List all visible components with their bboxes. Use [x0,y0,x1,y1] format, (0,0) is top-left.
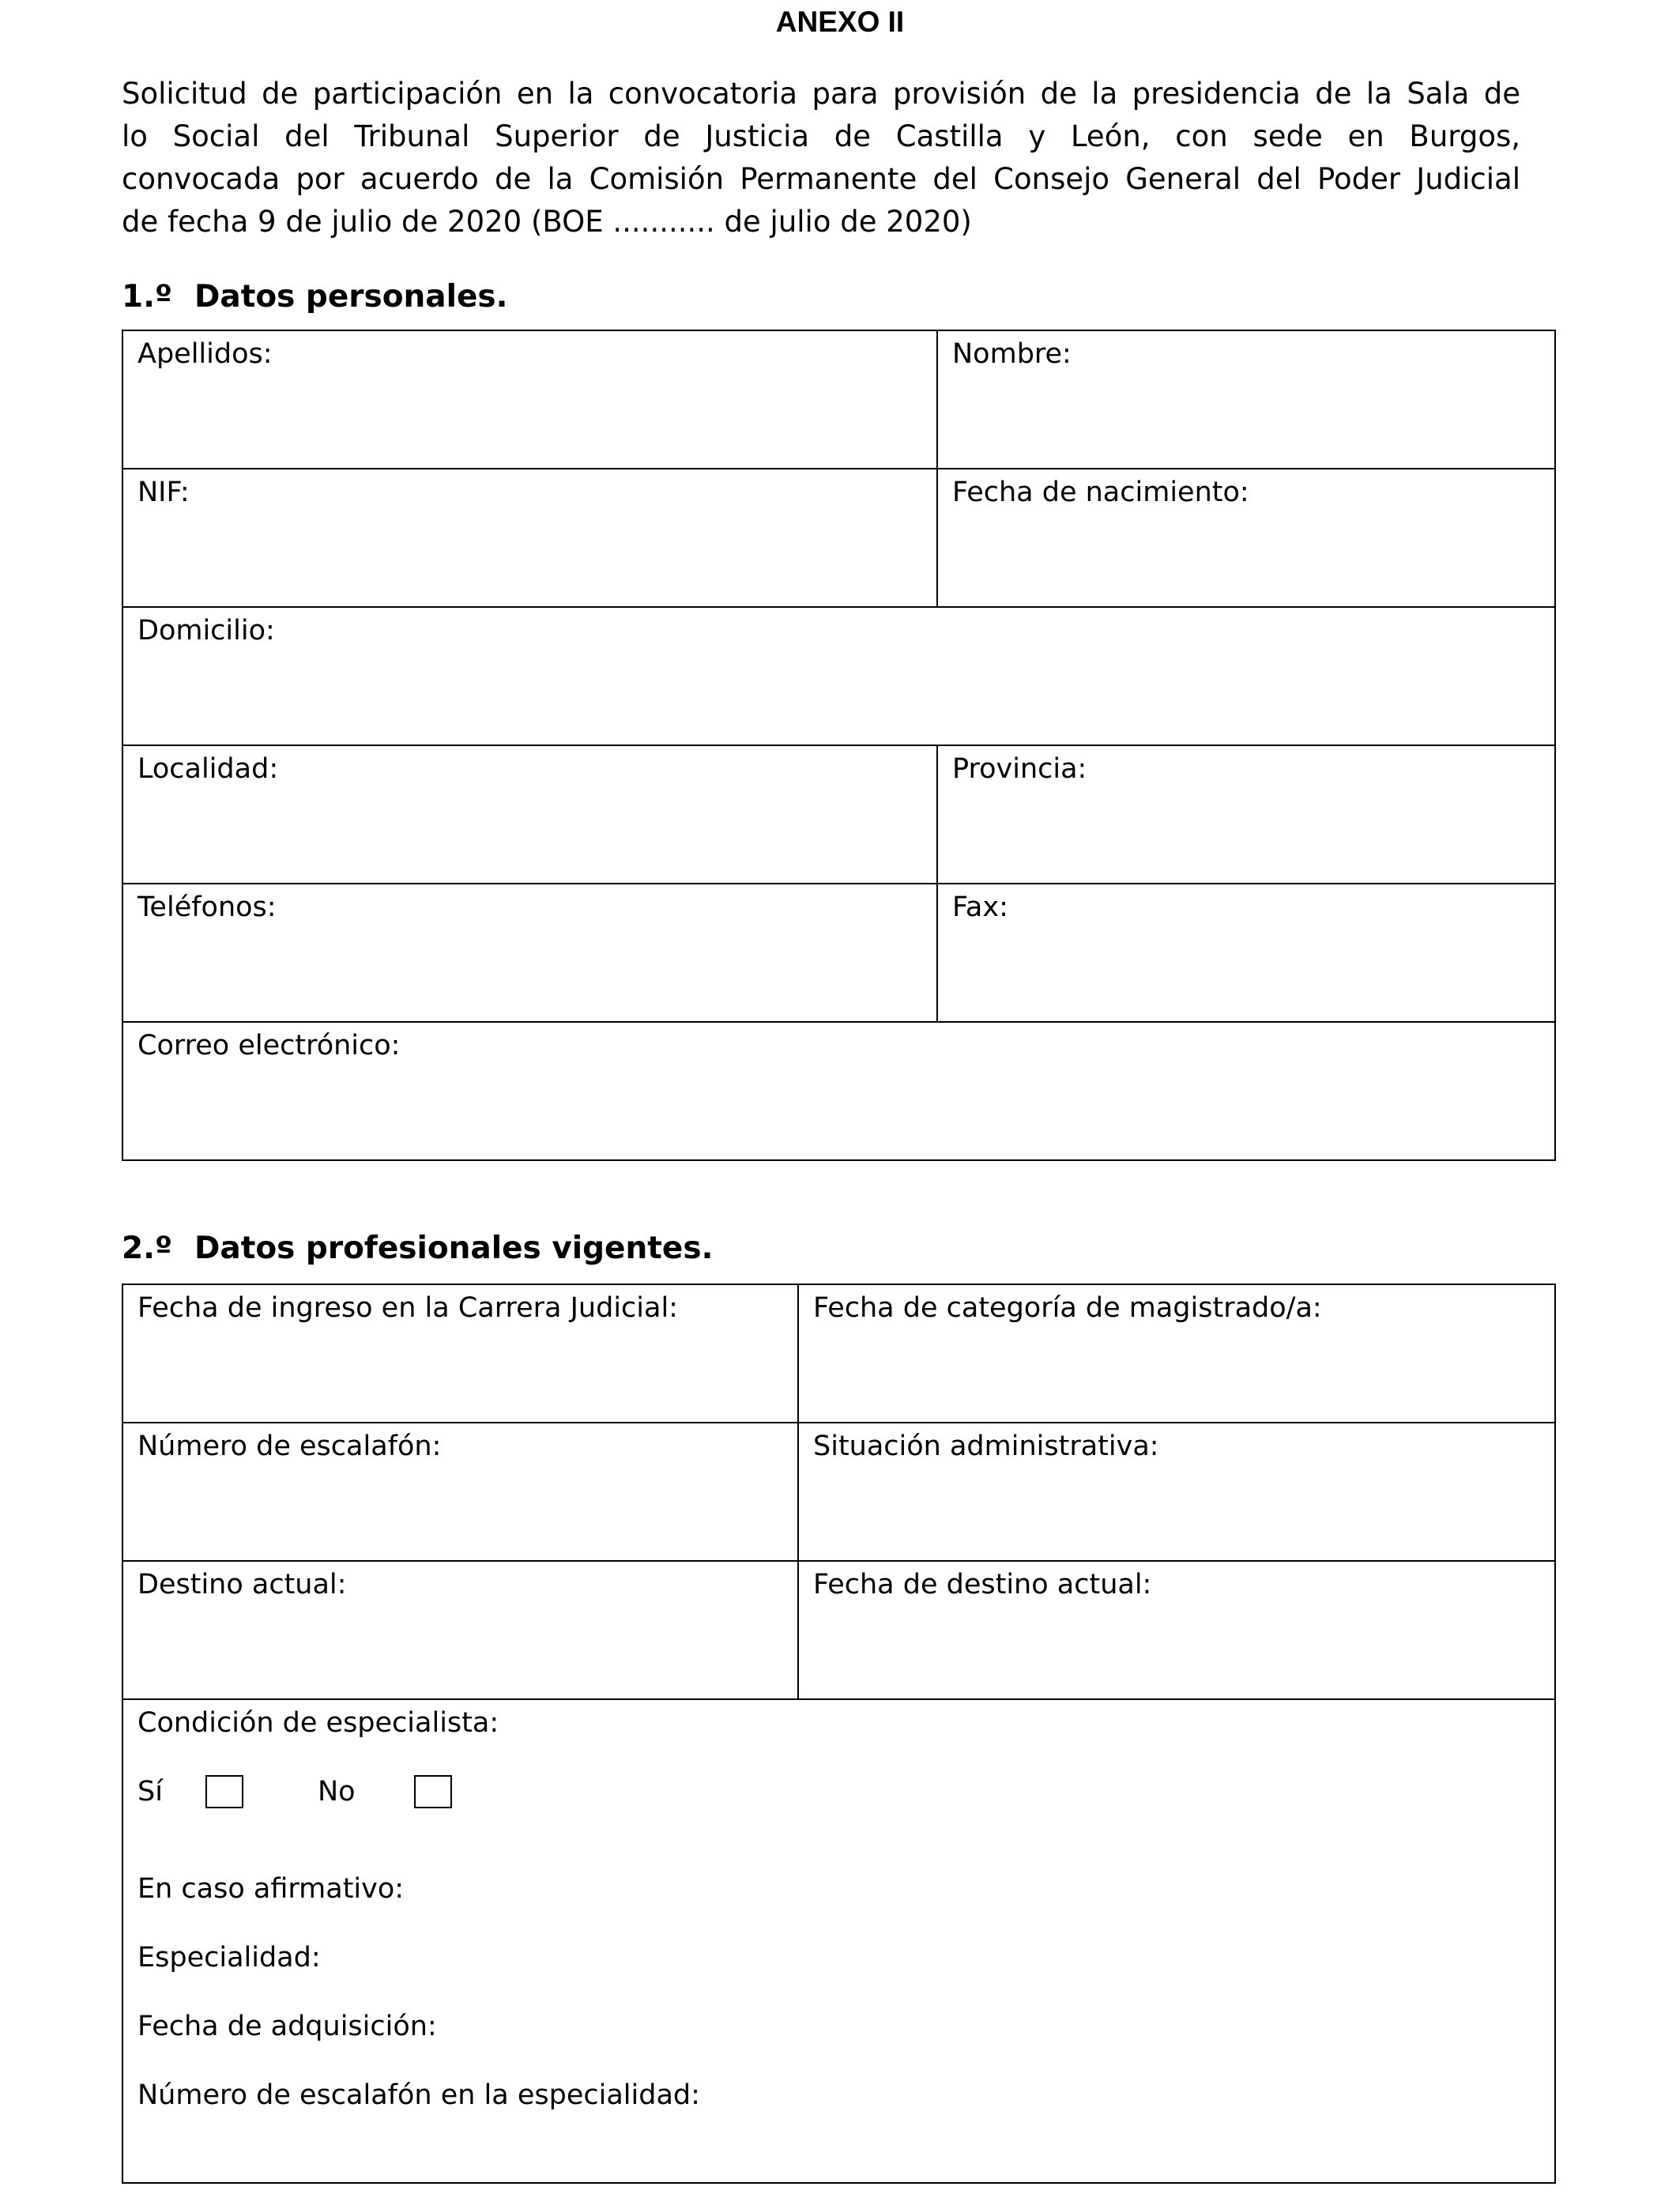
apellidos-field[interactable] [122,330,937,469]
fecha-categoria-label: Fecha de categoría de magistrado/a: [813,1292,1322,1324]
situacion-administrativa-label: Situación administrativa: [813,1431,1159,1462]
destino-actual-field[interactable] [122,1561,798,1699]
section-1-title: Datos personales. [194,279,508,315]
intro-line: convocada por acuerdo de la Comisión Permanente del Consejo General del Poder Judicial [122,162,1520,196]
destino-actual-label: Destino actual: [137,1569,347,1600]
nombre-field[interactable] [937,330,1555,469]
professional-data-table [122,1284,1556,2184]
fecha-ingreso-field[interactable] [122,1284,798,1423]
especialidad-label[interactable]: Especialidad: [137,1942,321,1973]
especialista-options [137,1773,1554,1811]
no-checkbox[interactable] [414,1775,452,1808]
telefonos-label: Teléfonos: [137,892,277,923]
situacion-administrativa-field[interactable] [798,1423,1555,1561]
si-label: Sí [137,1776,163,1808]
fax-field[interactable] [937,884,1555,1022]
annex-title: ANEXO II [775,6,905,38]
domicilio-label: Domicilio: [137,615,275,647]
fecha-ingreso-label: Fecha de ingreso en la Carrera Judicial: [137,1292,678,1324]
fecha-nacimiento-field[interactable] [937,469,1555,607]
correo-field[interactable] [122,1022,1555,1160]
personal-data-table [122,330,1556,1161]
nombre-label: Nombre: [952,338,1072,370]
fax-label: Fax: [952,892,1008,923]
section-1-heading [122,278,507,316]
intro-line: lo Social del Tribunal Superior de Justicia de Castilla y León, con sede en Burgos, [122,119,1520,153]
telefonos-field[interactable] [122,884,937,1022]
fecha-nacimiento-label: Fecha de nacimiento: [952,477,1249,508]
fecha-adquisicion-label[interactable]: Fecha de adquisición: [137,2011,437,2042]
si-checkbox[interactable] [205,1775,243,1808]
section-2-title: Datos profesionales vigentes. [194,1231,714,1266]
provincia-label: Provincia: [952,753,1087,785]
domicilio-field[interactable] [122,607,1555,745]
fecha-destino-label: Fecha de destino actual: [813,1569,1152,1600]
section-2-heading [122,1230,713,1268]
especialista-label: Condición de especialista: [137,1707,499,1739]
numero-escalafon-label: Número de escalafón: [137,1431,442,1462]
numero-escalafon-field[interactable] [122,1423,798,1561]
afirmativo-label: En caso afirmativo: [137,1873,405,1905]
no-label: No [318,1776,356,1808]
fecha-destino-field[interactable] [798,1561,1555,1699]
localidad-label: Localidad: [137,753,279,785]
provincia-field[interactable] [937,745,1555,884]
nif-label: NIF: [137,477,190,508]
especialista-section [122,1699,1555,2183]
fecha-categoria-field[interactable] [798,1284,1555,1423]
intro-paragraph [122,73,1520,243]
correo-label: Correo electrónico: [137,1030,401,1061]
localidad-field[interactable] [122,745,937,884]
apellidos-label: Apellidos: [137,338,273,370]
section-2-number: 2.º [122,1231,172,1266]
escalafon-especialidad-label[interactable]: Número de escalafón en la especialidad: [137,2079,700,2111]
intro-line: Solicitud de participación en la convocatoria para provisión de la presidencia de la Sala de [122,77,1520,111]
nif-field[interactable] [122,469,937,607]
intro-line: de fecha 9 de julio de 2020 (BOE ........... de julio de 2020) [122,205,972,239]
section-1-number: 1.º [122,279,172,315]
